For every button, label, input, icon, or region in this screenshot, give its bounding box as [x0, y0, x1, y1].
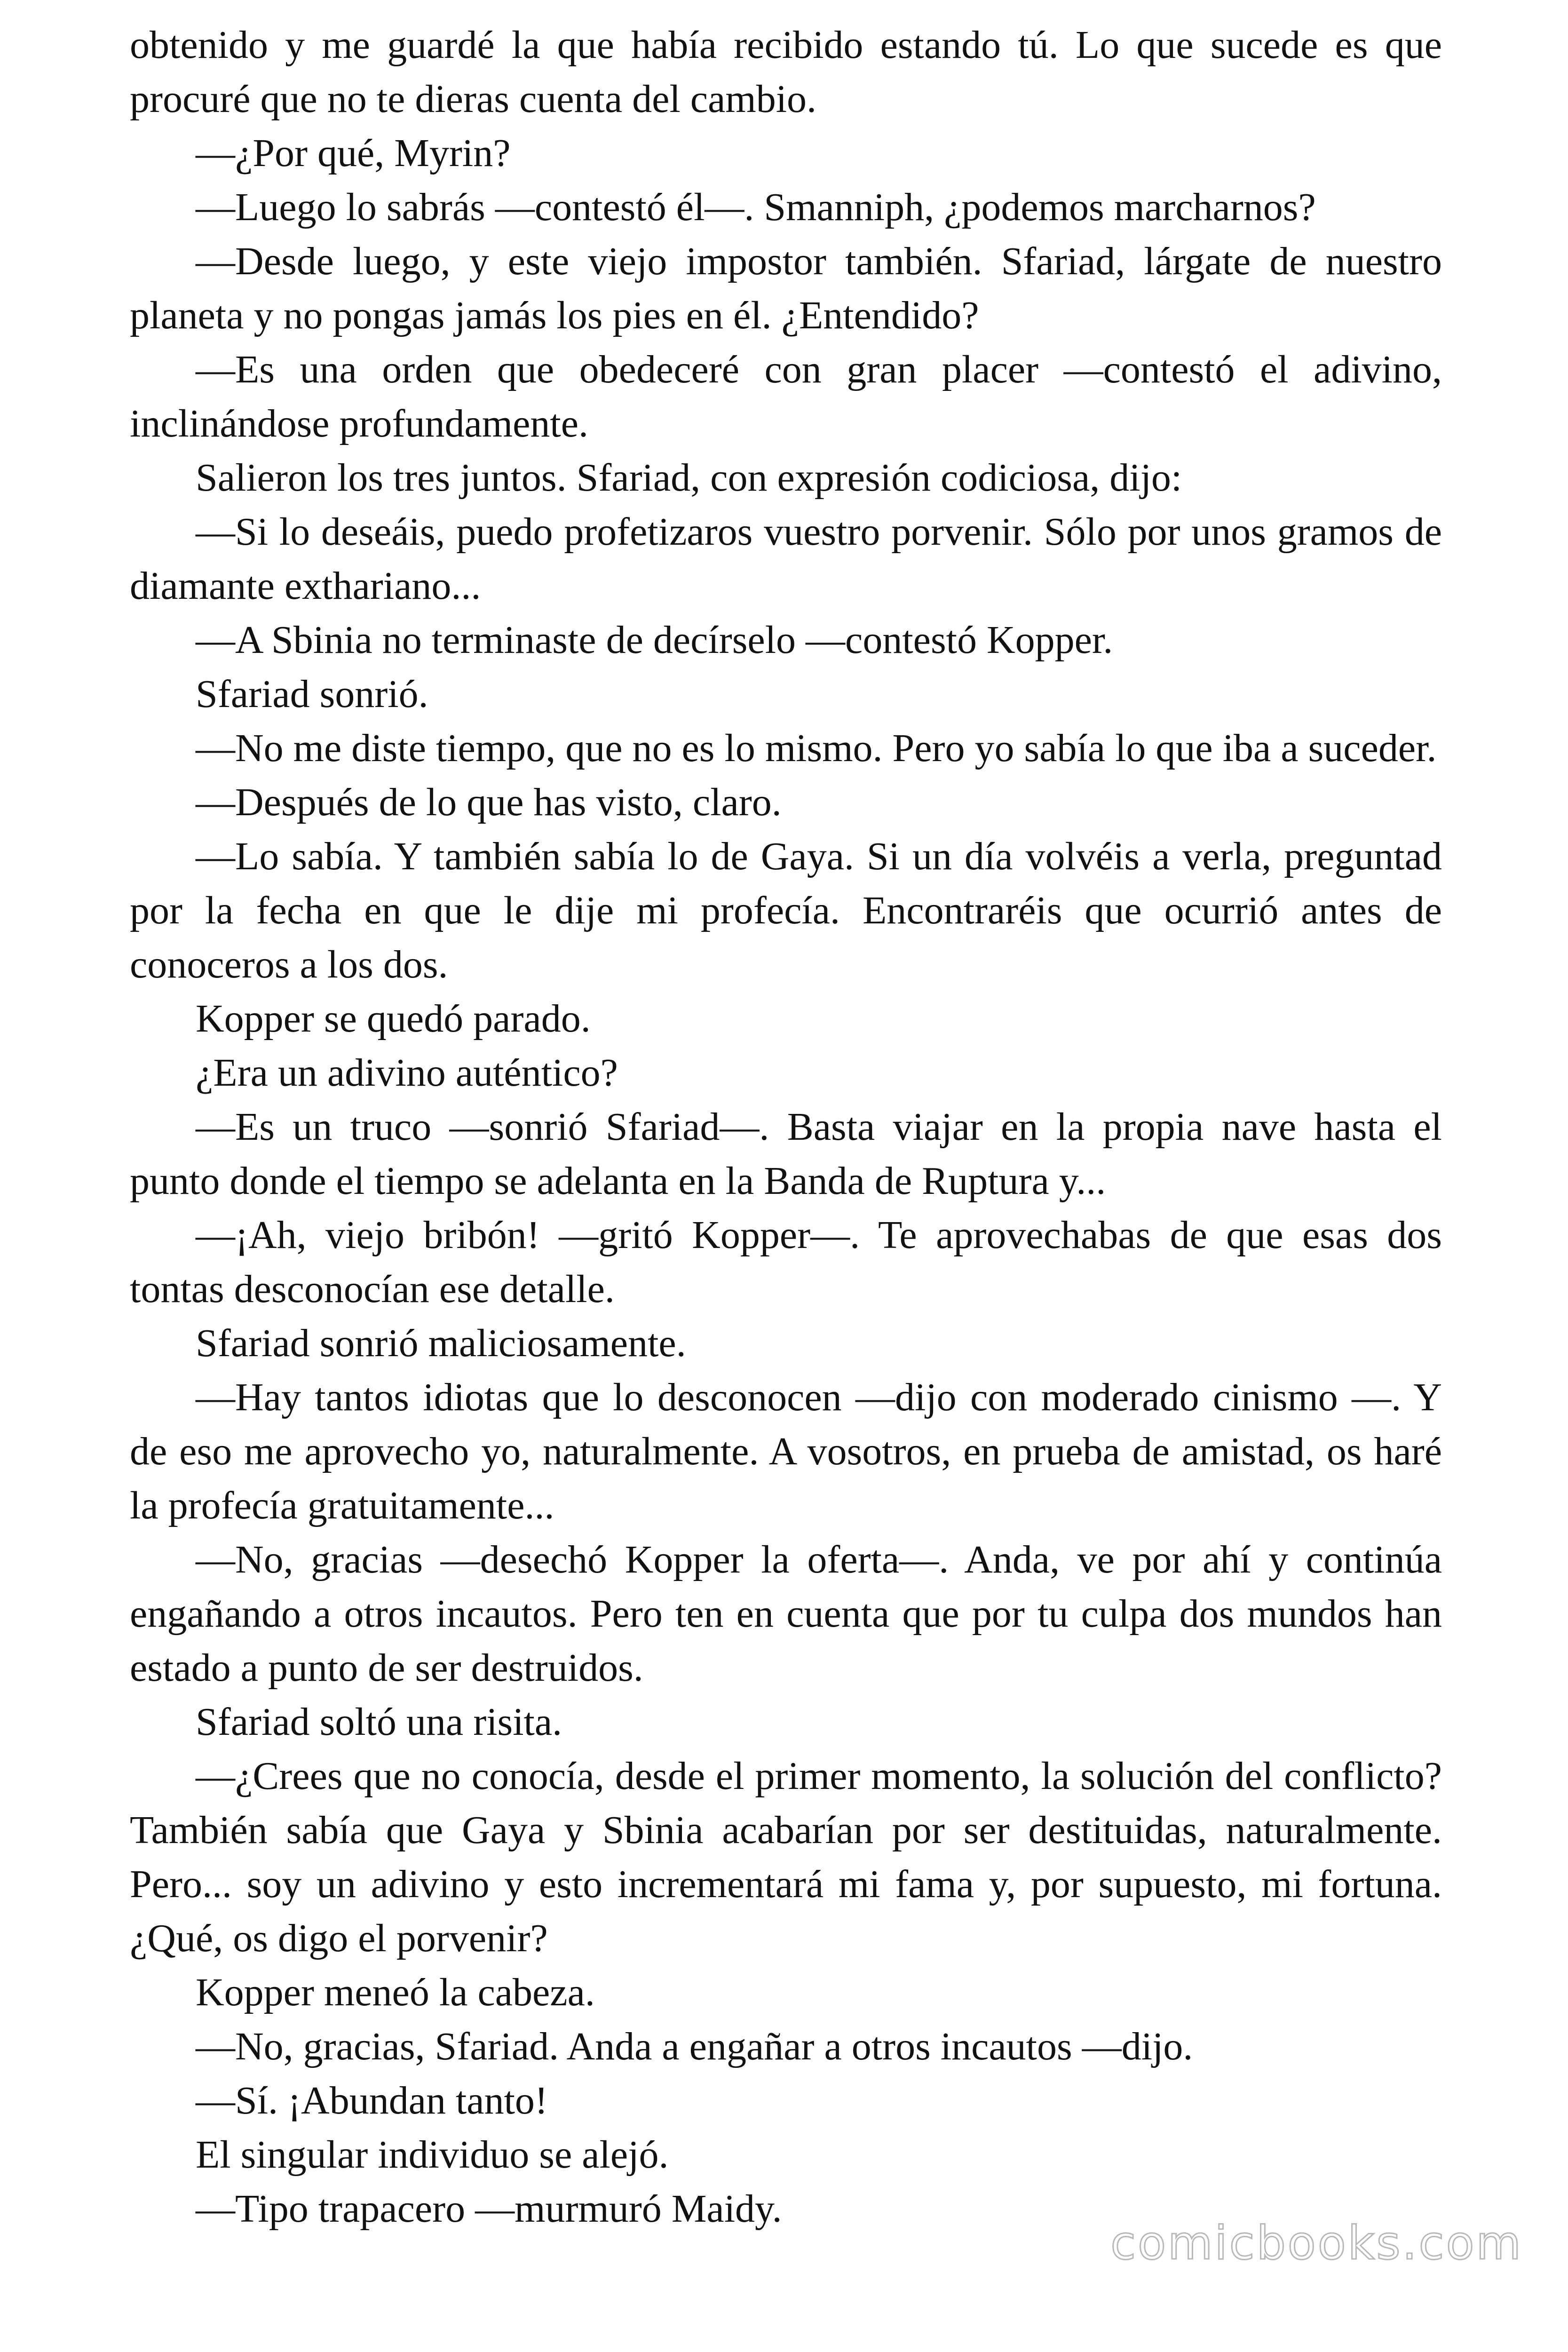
paragraph: —Hay tantos idiotas que lo desconocen —dijo con moderado cinismo —. Y de eso me aprovecho yo, naturalmente. A vosotros, en prueba de amistad, os haré la profecía gratuitamente...: [130, 1375, 1442, 1527]
paragraph: —¿Por qué, Myrin?: [196, 131, 511, 175]
paragraph: El singular individuo se alejó.: [196, 2133, 669, 2177]
paragraph: —Lo sabía. Y también sabía lo de Gaya. Si un día volvéis a verla, preguntad por la fecha en que le dije mi profecía. Encontraréis que ocurrió antes de conoceros a los dos.: [130, 834, 1442, 986]
page-body: [130, 18, 1442, 2236]
paragraph: —No, gracias —desechó Kopper la oferta—. Anda, ve por ahí y continúa engañando a otros incautos. Pero ten en cuenta que por tu culpa dos mundos han estado a punto de ser destruidos.: [130, 1538, 1442, 1690]
paragraph: ¿Era un adivino auténtico?: [196, 1051, 618, 1095]
watermark: comicbooks.com: [1110, 2217, 1523, 2270]
paragraph: —Desde luego, y este viejo impostor también. Sfariad, lárgate de nuestro planeta y no pongas jamás los pies en él. ¿Entendido?: [130, 239, 1442, 337]
paragraph: —Si lo deseáis, puedo profetizaros vuestro porvenir. Sólo por unos gramos de diamante exthariano...: [130, 510, 1442, 608]
paragraph: Kopper se quedó parado.: [196, 997, 591, 1041]
paragraph: —¡Ah, viejo bribón! —gritó Kopper—. Te aprovechabas de que esas dos tontas desconocían ese detalle.: [130, 1213, 1442, 1311]
paragraph: —Luego lo sabrás —contestó él—. Smanniph, ¿podemos marcharnos?: [196, 185, 1316, 229]
paragraph: —No me diste tiempo, que no es lo mismo. Pero yo sabía lo que iba a suceder.: [196, 726, 1437, 770]
paragraph: obtenido y me guardé la que había recibido estando tú. Lo que sucede es que procuré que no te dieras cuenta del cambio.: [130, 23, 1442, 121]
paragraph: —Es un truco —sonrió Sfariad—. Basta viajar en la propia nave hasta el punto donde el tiempo se adelanta en la Banda de Ruptura y...: [130, 1105, 1442, 1203]
paragraph: —A Sbinia no terminaste de decírselo —contestó Kopper.: [196, 618, 1113, 662]
paragraph: Kopper meneó la cabeza.: [196, 1971, 595, 2014]
paragraph: Sfariad sonrió.: [196, 672, 428, 716]
paragraph: —Es una orden que obedeceré con gran placer —contestó el adivino, inclinándose profundamente.: [130, 348, 1442, 445]
paragraph: Sfariad soltó una risita.: [196, 1700, 562, 1744]
paragraph: Sfariad sonrió maliciosamente.: [196, 1321, 686, 1365]
paragraph: —Después de lo que has visto, claro.: [196, 780, 782, 824]
paragraph: —No, gracias, Sfariad. Anda a engañar a otros incautos —dijo.: [196, 2025, 1193, 2068]
paragraph: —Tipo trapacero —murmuró Maidy.: [196, 2187, 782, 2231]
paragraph: Salieron los tres juntos. Sfariad, con expresión codiciosa, dijo:: [196, 456, 1182, 500]
paragraph: —Sí. ¡Abundan tanto!: [196, 2079, 548, 2122]
paragraph: —¿Crees que no conocía, desde el primer momento, la solución del conflicto? También sabía que Gaya y Sbinia acabarían por ser destituidas, naturalmente. Pero... soy un adivino y esto incrementará mi fama y, por supuesto, mi fortuna. ¿Qué, os digo el porvenir?: [130, 1754, 1442, 1960]
